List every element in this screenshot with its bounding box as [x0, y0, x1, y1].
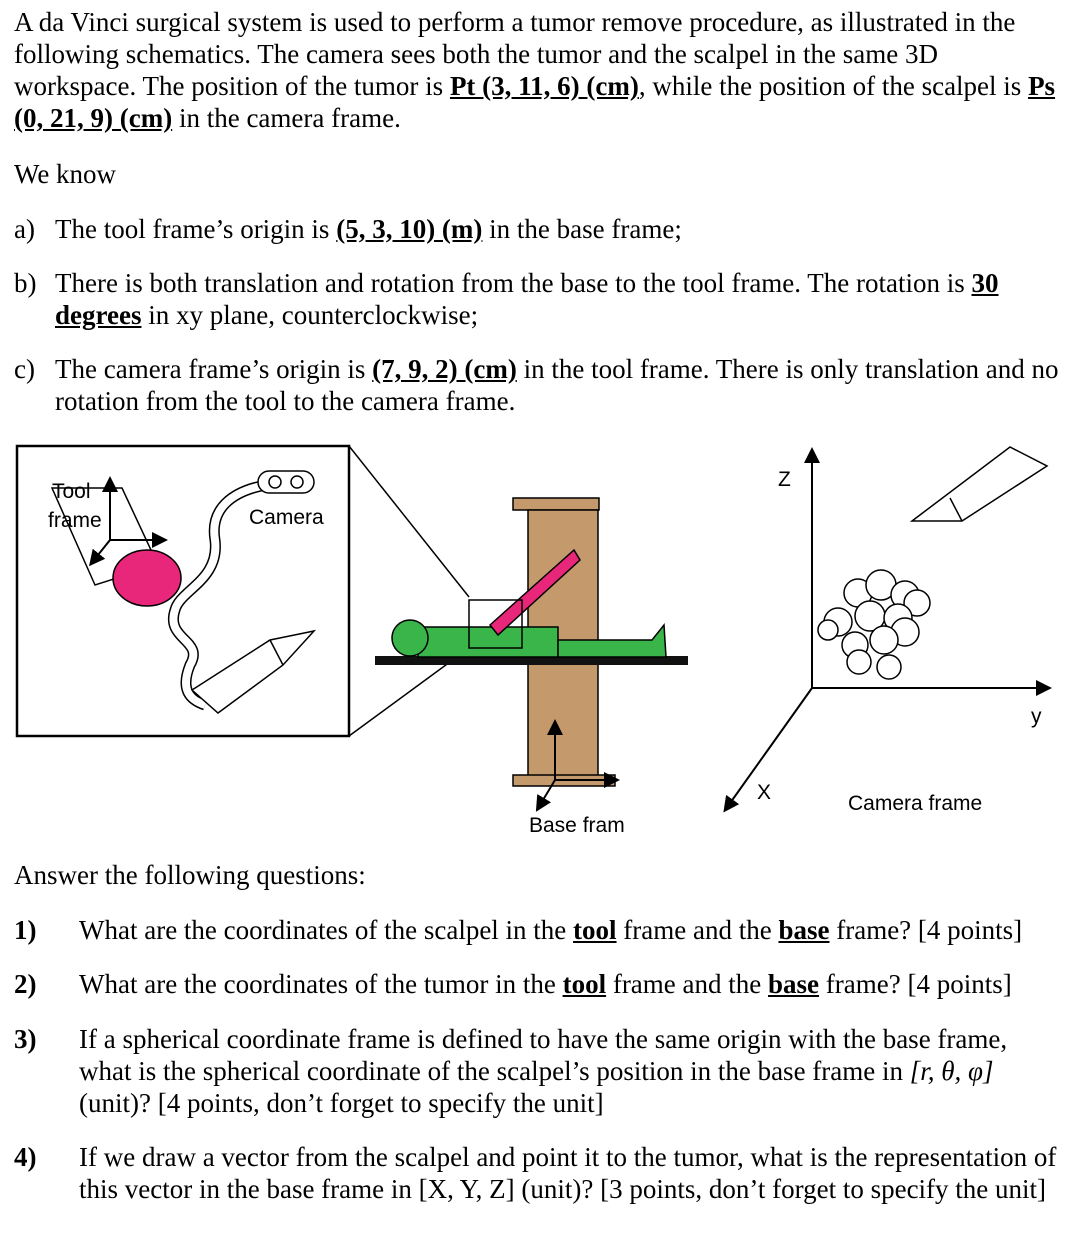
fact-a — [14, 213, 1064, 245]
scalpel-position: Ps (0, 21, 9) (cm) — [14, 71, 1056, 133]
intro-text-3: in the camera frame. — [172, 103, 401, 133]
axis-z-label: Z — [778, 468, 791, 491]
question-2 — [14, 968, 1064, 1000]
fact-value: (5, 3, 10) (m) — [336, 214, 483, 244]
question-text: If a spherical coordinate frame is defined to have the same origin with the base frame, what is the spherical coordinate of the scalpel’s position in the base frame in — [79, 1024, 1008, 1086]
tool-frame-label-1: Tool — [52, 480, 91, 503]
intro-paragraph — [14, 6, 1064, 134]
base-frame-label: Base fram — [529, 814, 625, 837]
fact-text: The camera frame’s origin is — [55, 354, 373, 384]
question-math: [r, θ, φ] — [909, 1056, 994, 1086]
intro-text-1: A da Vinci surgical system is used to perform a tumor remove procedure, as illustrated in the following schematics. The camera sees both the tumor and the scalpel in the same 3D workspace. The position of the tumor is — [14, 7, 1016, 101]
tumor-position: Pt (3, 11, 6) (cm) — [449, 71, 639, 101]
fact-label: b) — [14, 268, 37, 298]
fact-text: The tool frame’s origin is — [55, 214, 337, 244]
fact-text: in the tool frame. There is only translation and no rotation from the tool to the camera frame. — [55, 354, 1059, 416]
question-1 — [14, 914, 1064, 946]
fact-text: in the base frame; — [482, 214, 682, 244]
patient-body — [418, 627, 558, 657]
intro-text-2: , while the position of the scalpel is — [638, 71, 1029, 101]
question-keyword: tool — [562, 969, 607, 999]
patient-head — [392, 620, 428, 656]
question-3 — [14, 1023, 1064, 1119]
zoom-line-top — [349, 446, 469, 597]
camera-lens-right — [291, 476, 303, 488]
camera-frame-label: Camera frame — [848, 792, 983, 815]
question-text: frame? [4 points] — [819, 969, 1012, 999]
camera-head — [258, 471, 314, 493]
fact-value: 30 degrees — [55, 268, 999, 330]
question-text: frame and the — [606, 969, 768, 999]
question-number: 4) — [14, 1142, 37, 1172]
question-text: If we draw a vector from the scalpel and point it to the tumor, what is the representation of this vector in the base frame in [X, Y, Z] (unit)? [3 points, don’t forget to specify the unit] — [79, 1142, 1057, 1204]
surgical-schematic-figure — [0, 440, 1081, 850]
tool-frame-label-2: frame — [48, 509, 102, 532]
fact-label: a) — [14, 214, 35, 244]
question-text: What are the coordinates of the scalpel in the — [79, 915, 574, 945]
question-text: What are the coordinates of the tumor in the — [79, 969, 563, 999]
axis-y-label: y — [1031, 705, 1042, 728]
question-number: 1) — [14, 915, 37, 945]
question-text: (unit)? [4 points, don’t forget to specify the unit] — [79, 1088, 604, 1118]
table-top-cap — [513, 498, 599, 510]
tumor-shape — [113, 550, 181, 606]
axis-x-label: X — [757, 781, 772, 804]
fact-text: There is both translation and rotation from the base to the tool frame. The rotation is — [55, 268, 972, 298]
camera-label: Camera — [249, 506, 324, 529]
fact-text: in xy plane, counterclockwise; — [141, 300, 479, 330]
scalpel-graphic — [912, 447, 1047, 521]
fact-b — [14, 267, 1064, 331]
question-number: 3) — [14, 1024, 37, 1054]
camera-lens-left — [269, 476, 281, 488]
we-know-heading: We know — [14, 159, 117, 189]
fact-c — [14, 353, 1064, 417]
question-4 — [14, 1141, 1064, 1205]
answer-intro: Answer the following questions: — [14, 860, 366, 890]
question-keyword: base — [768, 969, 820, 999]
fact-value: (7, 9, 2) (cm) — [372, 354, 517, 384]
question-text: frame and the — [616, 915, 779, 945]
tumor-cluster — [818, 570, 930, 679]
question-number: 2) — [14, 969, 37, 999]
fact-label: c) — [14, 354, 35, 384]
question-keyword: base — [778, 915, 830, 945]
question-keyword: tool — [573, 915, 617, 945]
question-text: frame? [4 points] — [829, 915, 1023, 945]
